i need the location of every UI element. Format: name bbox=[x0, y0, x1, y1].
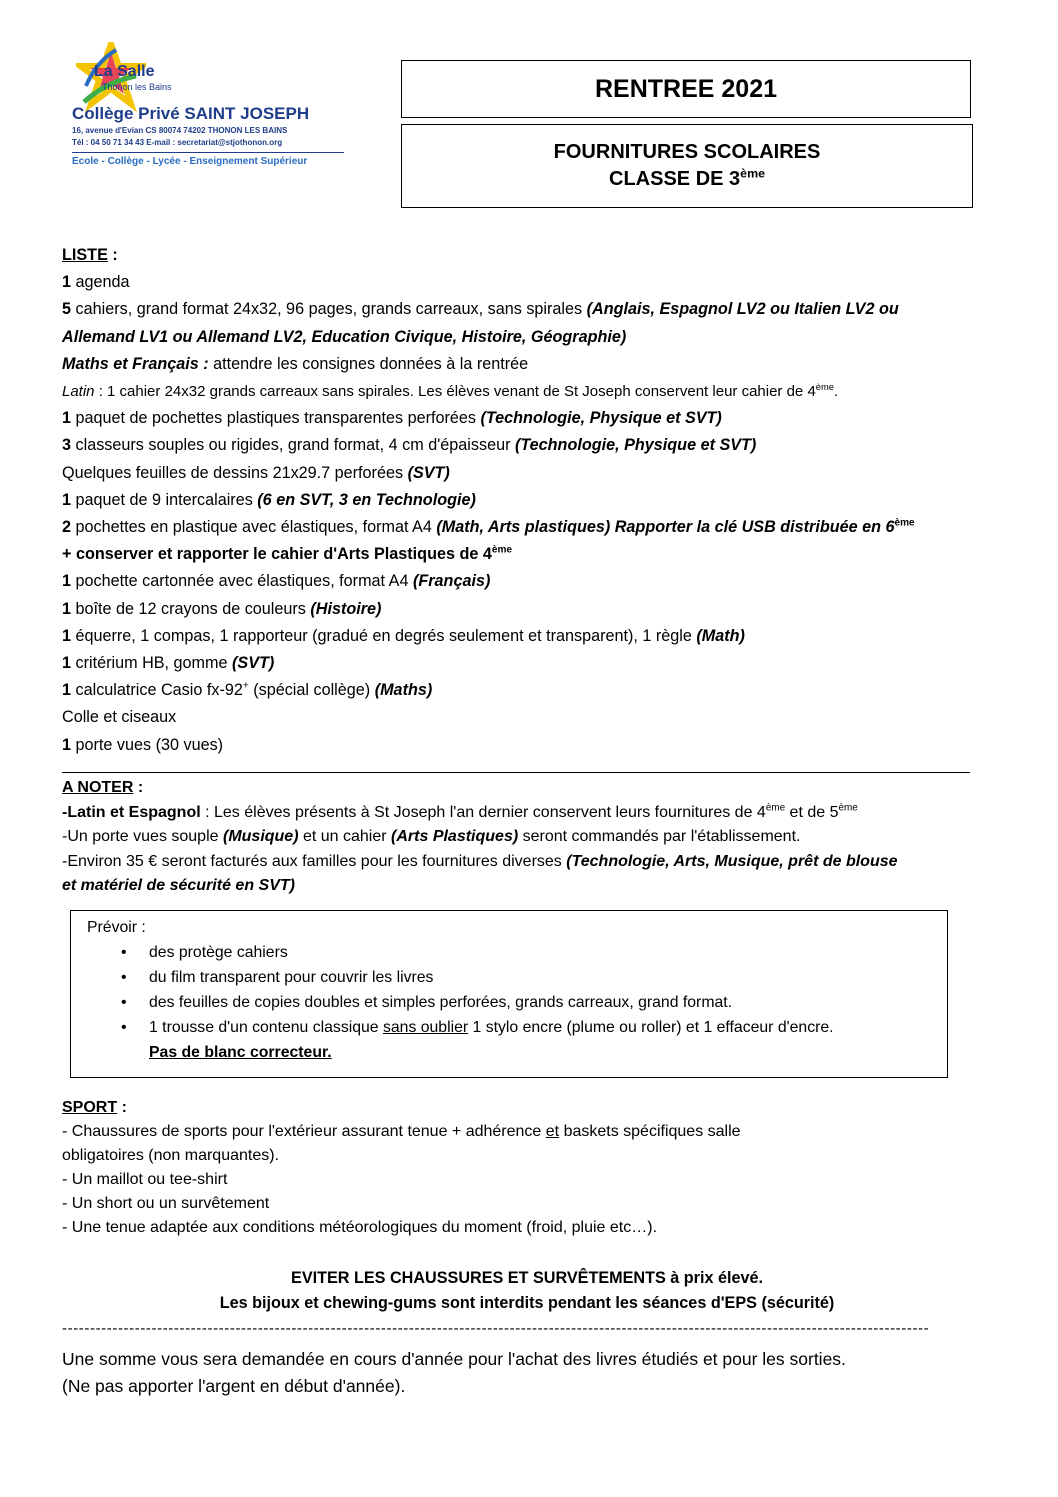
list-heading-text: LISTE bbox=[62, 246, 108, 264]
note-text: -Un porte vues souple bbox=[62, 828, 223, 845]
item-text: Quelques feuilles de dessins 21x29.7 perforées bbox=[62, 463, 408, 482]
list-item bbox=[62, 378, 992, 405]
sport-item: - Un short ou un survêtement bbox=[62, 1195, 270, 1212]
sport-heading-text: SPORT bbox=[62, 1099, 118, 1116]
note-text: et un cahier bbox=[298, 828, 392, 845]
item-text: paquet de 9 intercalaires bbox=[71, 490, 258, 509]
item-qty: 1 bbox=[62, 599, 72, 618]
list-item bbox=[62, 677, 992, 704]
list-item bbox=[62, 269, 992, 296]
list-item bbox=[62, 487, 992, 514]
sport-item-continued: obligatoires (non marquantes). bbox=[62, 1147, 280, 1164]
warning-line-1: EVITER LES CHAUSSURES ET SURVÊTEMENTS à prix élevé. bbox=[291, 1269, 763, 1287]
item-qty: 1 bbox=[62, 409, 72, 428]
list-item-continued bbox=[62, 324, 992, 351]
item-subjects: Latin bbox=[62, 383, 95, 401]
note-subject: (Musique) bbox=[222, 828, 299, 845]
item-text: pochettes en plastique avec élastiques, format A4 bbox=[71, 518, 437, 537]
item-subjects: (Math, Arts plastiques) Rapporter la clé USB distribuée en 6 bbox=[436, 518, 895, 537]
list-item bbox=[62, 568, 992, 595]
item-subjects: (SVT) bbox=[407, 463, 450, 482]
note-subject: (Technologie, Arts, Musique, prêt de blouse bbox=[566, 852, 898, 870]
sport-heading bbox=[62, 1096, 992, 1120]
notes-heading-colon: : bbox=[133, 779, 144, 796]
notes-heading-text: A NOTER bbox=[62, 779, 134, 796]
item-qty: 5 bbox=[62, 300, 72, 319]
sport-text: baskets spécifiques salle bbox=[559, 1123, 741, 1140]
item-qty: 2 bbox=[62, 518, 72, 537]
item-text: cahiers, grand format 24x32, 96 pages, grands carreaux, sans spirales bbox=[71, 300, 587, 319]
item-subjects: (Anglais, Espagnol LV2 ou Italien LV2 ou bbox=[586, 300, 899, 319]
item-qty: 1 bbox=[62, 654, 72, 673]
footer-line-2: (Ne pas apporter l'argent en début d'année). bbox=[62, 1376, 406, 1396]
list-item bbox=[62, 650, 992, 677]
list-item bbox=[62, 514, 992, 541]
item-subjects: (Maths) bbox=[374, 681, 433, 700]
supply-list bbox=[62, 242, 992, 759]
prevoir-title: Prévoir : bbox=[87, 919, 146, 936]
note-sup: ème bbox=[765, 802, 786, 814]
list-item bbox=[62, 351, 992, 378]
item-text: : 1 cahier 24x32 grands carreaux sans spirales. Les élèves venant de St Joseph conservent leur cahier de 4 bbox=[94, 383, 816, 401]
list-item: • des protège cahiers bbox=[149, 940, 947, 965]
sport-item: - Une tenue adaptée aux conditions météorologiques du moment (froid, pluie etc…). bbox=[62, 1219, 658, 1236]
item-text: boîte de 12 crayons de couleurs bbox=[71, 599, 311, 618]
note-subject: et matériel de sécurité en SVT) bbox=[62, 877, 295, 894]
item-text: agenda bbox=[71, 273, 130, 292]
note-item bbox=[62, 825, 992, 850]
sport-text: - Chaussures de sports pour l'extérieur assurant tenue + adhérence bbox=[62, 1123, 546, 1140]
subtitle-line-2 bbox=[402, 166, 972, 193]
item-subjects: (Français) bbox=[412, 572, 491, 591]
list-item bbox=[62, 623, 992, 650]
item-qty: 1 bbox=[62, 490, 72, 509]
notes-section bbox=[62, 776, 992, 899]
item-text: critérium HB, gomme bbox=[71, 654, 233, 673]
logo-divider bbox=[72, 152, 344, 153]
item-sup: + bbox=[242, 680, 249, 692]
item-qty: 1 bbox=[62, 273, 72, 292]
sport-heading-colon: : bbox=[117, 1099, 127, 1116]
item-qty: 1 bbox=[62, 626, 72, 645]
subtitle-line-1: FOURNITURES SCOLAIRES bbox=[553, 141, 821, 163]
item-qty: 1 bbox=[62, 681, 72, 700]
item-subjects: (Histoire) bbox=[310, 599, 382, 618]
item-emphasis: sans oublier bbox=[382, 1019, 469, 1036]
list-item-continued bbox=[62, 541, 992, 568]
note-text: -Environ 35 € seront facturés aux familles pour les fournitures diverses bbox=[62, 852, 567, 870]
list-item bbox=[62, 732, 992, 759]
logo-levels: Ecole - Collège - Lycée - Enseignement Supérieur bbox=[72, 156, 308, 167]
sport-section bbox=[62, 1096, 992, 1240]
item-text: + conserver et rapporter le cahier d'Arts Plastiques de 4 bbox=[62, 545, 492, 564]
item-subjects: (SVT) bbox=[232, 654, 275, 673]
list-item bbox=[62, 460, 992, 487]
logo-address: 16, avenue d'Evian CS 80074 74202 THONON LES BAINS bbox=[72, 126, 288, 135]
item-subjects: Maths et Français : bbox=[62, 354, 209, 373]
sport-item bbox=[62, 1120, 992, 1144]
item-subjects: (Technologie, Physique et SVT) bbox=[480, 409, 722, 428]
sport-emphasis: et bbox=[545, 1123, 560, 1140]
item-text: équerre, 1 compas, 1 rapporteur (gradué en degrés seulement et transparent), 1 règle bbox=[71, 626, 697, 645]
note-item bbox=[62, 801, 992, 826]
list-item bbox=[62, 405, 992, 432]
list-item bbox=[62, 432, 992, 459]
notes-heading bbox=[62, 776, 992, 801]
logo-brand: La Salle bbox=[94, 63, 155, 80]
item-text: calculatrice Casio fx-92 bbox=[71, 681, 243, 700]
item-text: porte vues (30 vues) bbox=[71, 735, 224, 754]
item-qty: 3 bbox=[62, 436, 72, 455]
list-item bbox=[62, 596, 992, 623]
note-sup: ème bbox=[838, 802, 858, 814]
warning-line-2: Les bijoux et chewing-gums sont interdits pendant les séances d'EPS (sécurité) bbox=[219, 1294, 835, 1312]
item-subjects: (Math) bbox=[696, 626, 745, 645]
class-sup: ème bbox=[740, 166, 765, 181]
prevoir-list bbox=[87, 940, 947, 1065]
title-box bbox=[401, 60, 971, 118]
note-text: seront commandés par l'établissement. bbox=[518, 828, 801, 845]
item-sup: ème bbox=[491, 544, 512, 556]
item-text-end: . bbox=[833, 383, 839, 401]
item-text: classeurs souples ou rigides, grand format, 4 cm d'épaisseur bbox=[71, 436, 515, 455]
item-subjects: (Technologie, Physique et SVT) bbox=[514, 436, 757, 455]
list-item bbox=[149, 1015, 947, 1065]
note-item-continued bbox=[62, 874, 992, 899]
logo-town: Thonon les Bains bbox=[102, 82, 172, 92]
item-text: Colle et ciseaux bbox=[62, 708, 177, 727]
note-text: et de 5 bbox=[785, 803, 839, 821]
item-sup: ème bbox=[815, 382, 834, 393]
prevoir-box bbox=[70, 910, 948, 1078]
list-heading bbox=[62, 242, 992, 269]
note-subject: -Latin et Espagnol bbox=[62, 803, 201, 821]
list-item: • du film transparent pour couvrir les livres bbox=[149, 965, 947, 990]
note-text: : Les élèves présents à St Joseph l'an dernier conservent leurs fournitures de 4 bbox=[200, 803, 766, 821]
warning-block bbox=[62, 1266, 992, 1316]
item-text: attendre les consignes données à la rentrée bbox=[208, 354, 529, 373]
item-text: 1 stylo encre (plume ou roller) et 1 effaceur d'encre. bbox=[468, 1019, 834, 1036]
item-text: pochette cartonnée avec élastiques, format A4 bbox=[71, 572, 413, 591]
note-subject: (Arts Plastiques) bbox=[391, 828, 519, 845]
subtitle-box bbox=[401, 124, 973, 208]
sport-item: - Un maillot ou tee-shirt bbox=[62, 1171, 228, 1188]
item-warning: Pas de blanc correcteur. bbox=[149, 1044, 332, 1061]
school-logo bbox=[72, 40, 352, 190]
list-item bbox=[62, 704, 992, 731]
item-text: 1 trousse d'un contenu classique bbox=[149, 1019, 383, 1036]
list-heading-colon: : bbox=[107, 246, 118, 264]
dashed-separator: ----------------------------------------------------------------------------------------------------------------------------------------------------------- bbox=[62, 1320, 930, 1337]
item-qty: 1 bbox=[62, 572, 72, 591]
item-subjects: Allemand LV1 ou Allemand LV2, Education Civique, Histoire, Géographie) bbox=[62, 327, 627, 346]
item-sup: ème bbox=[894, 517, 915, 529]
section-divider bbox=[62, 772, 970, 773]
footer-note bbox=[62, 1346, 992, 1400]
note-item bbox=[62, 850, 992, 875]
item-text: paquet de pochettes plastiques transparentes perforées bbox=[71, 409, 481, 428]
logo-contact: Tél : 04 50 71 34 43 E-mail : secretariat@stjothonon.org bbox=[72, 138, 283, 147]
item-qty: 1 bbox=[62, 735, 72, 754]
item-text: (spécial collège) bbox=[248, 681, 375, 700]
list-item: • des feuilles de copies doubles et simples perforées, grands carreaux, grand format. bbox=[149, 990, 947, 1015]
list-item bbox=[62, 296, 992, 323]
footer-line-1: Une somme vous sera demandée en cours d'année pour l'achat des livres étudiés et pour les sorties. bbox=[62, 1349, 846, 1369]
item-subjects: (6 en SVT, 3 en Technologie) bbox=[257, 490, 476, 509]
page-title: RENTREE 2021 bbox=[594, 74, 778, 103]
logo-college-name: Collège Privé SAINT JOSEPH bbox=[72, 104, 310, 123]
class-label: CLASSE DE 3 bbox=[609, 168, 741, 190]
